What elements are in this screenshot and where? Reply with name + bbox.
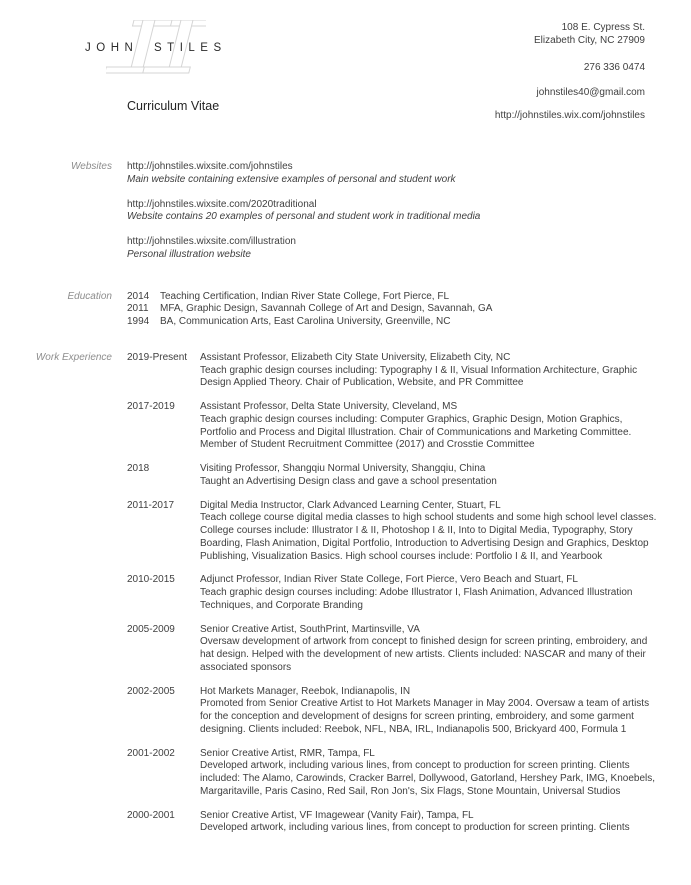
table-row: [127, 291, 661, 304]
contact-block: [495, 22, 645, 123]
job-title: Assistant Professor, Delta State University, Cleveland, MS: [200, 401, 458, 412]
list-item: [127, 686, 661, 737]
job-description: Teach graphic design courses including: Adobe Illustrator I, Flash Animation, Advanced Illustration Techniques, and Corporate Branding: [200, 587, 633, 611]
section-education: [0, 291, 691, 329]
table-row: [127, 303, 661, 316]
job-description: Teach graphic design courses including: Typography I & II, Visual Information Architecture, Graphic Design Applied Theory. Chair of Publication, Website, and PR Committee: [200, 364, 638, 389]
list-item: [127, 161, 661, 187]
job-title: Digital Media Instructor, Clark Advanced Learning Center, Stuart, FL: [200, 499, 501, 511]
job-period: 2017-2019: [127, 401, 175, 412]
job-entry: [200, 463, 661, 489]
section-label-websites: Websites: [71, 161, 112, 172]
job-description: Teach college course digital media classes to high school students and some high school level classes. College courses include: Illustrator I & II, Photoshop I & II, Into to Digital Media, Typography, Story Boarding, Flash Animation, Digital Portfolio, Introduction to Advertising Design and Graphics, Desktop Publishing, Visualization Basics. High school courses include: Portfolio I & II, and Yearbook: [200, 512, 657, 562]
list-item: [127, 748, 661, 799]
website-description: Website contains 20 examples of personal and student work in traditional media: [127, 211, 481, 223]
job-entry: [200, 574, 661, 612]
job-period: 2018: [127, 463, 150, 474]
list-item: [127, 574, 661, 612]
contact-address-line1: 108 E. Cypress St.: [561, 22, 645, 33]
section-websites: [0, 161, 691, 274]
job-period: 2005-2009: [127, 623, 175, 635]
job-period: 2000-2001: [127, 809, 175, 821]
contact-phone: 276 336 0474: [583, 62, 645, 73]
job-period: 2011-2017: [127, 499, 175, 511]
job-title: Adjunct Professor, Indian River State College, Fort Pierce, Vero Beach and Stuart, FL: [200, 574, 578, 586]
job-entry: [200, 748, 661, 799]
education-year: 2014: [127, 290, 150, 302]
section-work-experience: [0, 352, 691, 846]
job-entry: [200, 500, 661, 564]
job-description: Teach graphic design courses including: Computer Graphics, Graphic Design, Motion Graphics, Portfolio and Process and Digital Illustration. Chair of Communications and Marketing Committee. Member of Student Recruitment Committee (2017) and Crosstie Committee: [200, 413, 632, 451]
job-entry: [200, 686, 661, 737]
section-label-education: Education: [67, 290, 112, 302]
website-url: http://johnstiles.wixsite.com/illustration: [127, 236, 296, 247]
job-period: 2019-Present: [127, 351, 188, 363]
education-list: [127, 291, 661, 329]
list-item: [127, 624, 661, 675]
job-title: Senior Creative Artist, VF Imagewear (Vanity Fair), Tampa, FL: [200, 809, 474, 821]
website-description: Personal illustration website: [127, 248, 251, 260]
job-title: Hot Markets Manager, Reebok, Indianapolis, IN: [200, 685, 411, 697]
contact-website: http://johnstiles.wix.com/johnstiles: [494, 110, 645, 121]
job-period: 2001-2002: [127, 747, 175, 759]
job-period: 2002-2005: [127, 685, 175, 697]
list-item: [127, 500, 661, 564]
job-description: Oversaw development of artwork from concept to finished design for screen printing, embroidery, and hat design. Helped with the development of new artists. Clients included: NASCAR and many of their associated sponsors: [200, 636, 648, 673]
work-experience-list: [127, 352, 661, 846]
website-url: http://johnstiles.wixsite.com/johnstiles: [127, 161, 293, 172]
list-item: [127, 401, 661, 452]
table-row: [127, 316, 661, 329]
education-year: 1994: [127, 316, 150, 327]
job-period: 2010-2015: [127, 574, 175, 586]
list-item: [127, 199, 661, 225]
job-title: Assistant Professor, Elizabeth City State University, Elizabeth City, NC: [200, 351, 511, 363]
contact-address-line2: Elizabeth City, NC 27909: [534, 34, 645, 46]
job-entry: [200, 352, 661, 390]
website-url: http://johnstiles.wixsite.com/2020traditional: [127, 198, 317, 210]
job-entry: [200, 624, 661, 675]
website-description: Main website containing extensive examples of personal and student work: [127, 173, 456, 185]
logo-name: JOHN STILES: [85, 42, 227, 54]
section-label-work-experience: Work Experience: [35, 351, 112, 363]
list-item: [127, 352, 661, 390]
job-description: Developed artwork, including various lines, from concept to production for screen printing. Clients included: The Alamo, Carowinds, Cracker Barrel, Dollywood, Gatorland, Hershey Park, IMG, Knoebels, Margaritaville, Paris Casino, Red Sail, Ron Jon's, Six Flags, Stone Mountain, Universal Studios: [200, 760, 656, 797]
job-entry: [200, 810, 661, 836]
education-year: 2011: [127, 303, 149, 315]
websites-list: [127, 161, 661, 274]
job-description: Promoted from Senior Creative Artist to Hot Markets Manager in May 2004. Oversaw a team of artists for the conception and development of designs for screen printing, embroidery, and some garment designing. Clients included: Reebok, NFL, NBA, IRL, Indianapolis 500, Brickyard 400, Formula 1: [200, 698, 650, 735]
job-title: Senior Creative Artist, RMR, Tampa, FL: [200, 747, 375, 759]
education-detail: Teaching Certification, Indian River State College, Fort Pierce, FL: [160, 290, 450, 302]
job-title: Senior Creative Artist, SouthPrint, Martinsville, VA: [200, 623, 420, 635]
education-detail: BA, Communication Arts, East Carolina University, Greenville, NC: [160, 316, 451, 327]
contact-email: johnstiles40@gmail.com: [536, 86, 645, 98]
job-title: Visiting Professor, Shangqiu Normal University, Shangqiu, China: [200, 463, 486, 474]
cv-body: [0, 161, 691, 846]
list-item: [127, 463, 661, 489]
list-item: [127, 810, 661, 836]
document-title: Curriculum Vitae: [127, 99, 220, 113]
job-description: Taught an Advertising Design class and gave a school presentation: [200, 475, 497, 487]
list-item: [127, 236, 661, 262]
job-entry: [200, 401, 661, 452]
education-detail: MFA, Graphic Design, Savannah College of Art and Design, Savannah, GA: [160, 303, 493, 315]
job-description: Developed artwork, including various lines, from concept to production for screen printing. Clients: [200, 822, 630, 834]
